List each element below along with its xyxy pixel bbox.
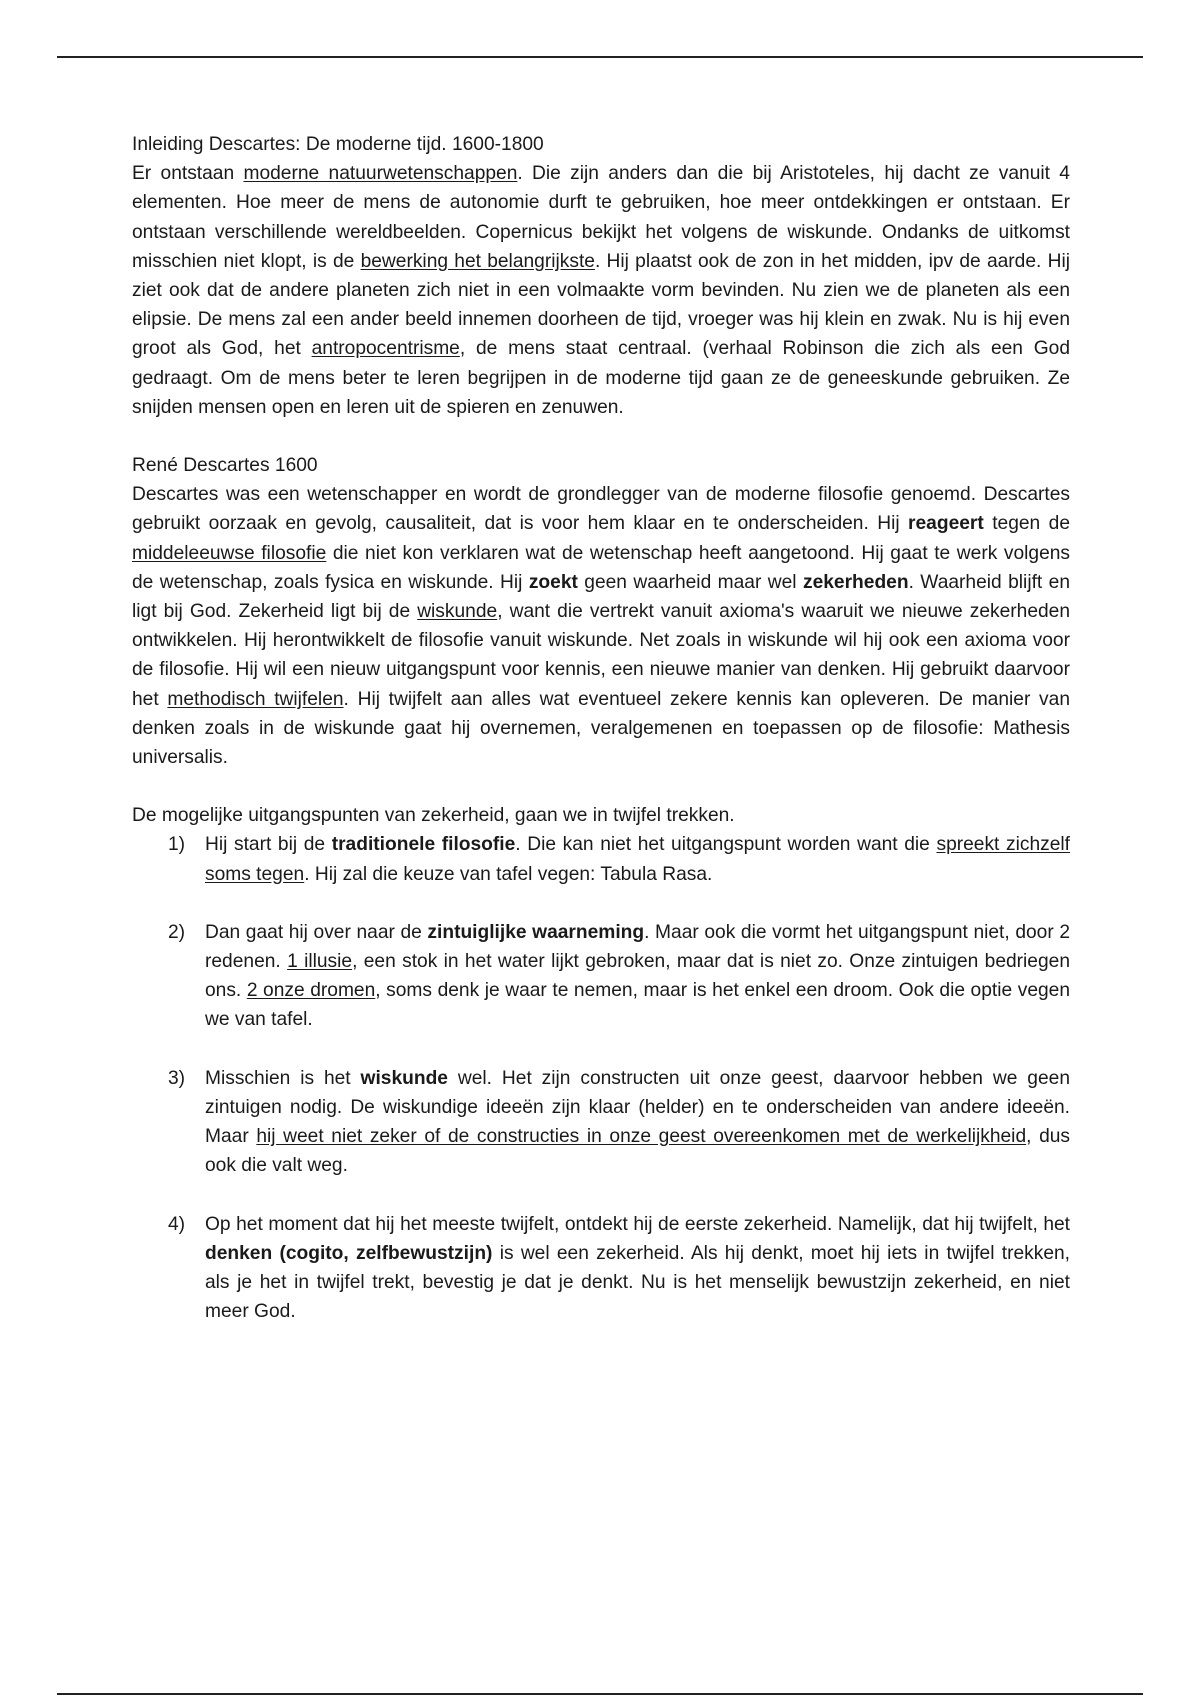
list-number: 4) <box>168 1213 186 1235</box>
bold-term: reageert <box>908 513 984 535</box>
doubt-intro: De mogelijke uitgangspunten van zekerheid, gaan we in twijfel trekken. <box>132 805 735 827</box>
underlined-term: spreekt zichzelf soms tegen <box>205 834 1070 885</box>
list-number: 2) <box>168 921 186 943</box>
bold-term: wiskunde <box>360 1067 448 1089</box>
underlined-term: 1 illusie <box>287 951 353 973</box>
header-rule <box>57 56 1143 58</box>
document-body <box>132 130 1070 1355</box>
underlined-term: antropocentrisme <box>311 338 460 360</box>
underlined-term: hij weet niet zeker of de constructies in onze geest overeenkomen met de werkelijkheid <box>256 1126 1027 1148</box>
list-item: 3) Misschien is het wiskunde wel. Het zijn constructen uit onze geest, daarvoor hebben we geen zintuigen nodig. De wiskundige ideeën zijn klaar (helder) en te onderscheiden van andere ideeën. Maar hij weet niet zeker of de constructies in onze geest overeenkomen met de werkelijkheid, dus ook die valt weg. <box>132 1064 1070 1181</box>
list-item: 4) Op het moment dat hij het meeste twijfelt, ontdekt hij de eerste zekerheid. Namelijk, dat hij twijfelt, het denken (cogito, zelfbewustzijn) is wel een zekerheid. Als hij denkt, moet hij iets in twijfel trekken, als je het in twijfel trekt, bevestig je dat je denkt. Nu is het menselijk bewustzijn zekerheid, en niet meer God. <box>132 1210 1070 1327</box>
descartes-title: René Descartes 1600 <box>132 455 318 477</box>
underlined-term: methodisch twijfelen <box>167 688 344 710</box>
underlined-term: middeleeuwse filosofie <box>132 542 327 564</box>
bold-term: zekerheden <box>802 571 909 593</box>
list-number: 1) <box>168 834 186 856</box>
bold-term: traditionele filosofie <box>331 834 516 856</box>
intro-paragraph: Er ontstaan moderne natuurwetenschappen. Die zijn anders dan die bij Aristoteles, hij dacht ze vanuit 4 elementen. Hoe meer de mens de autonomie durft te gebruiken, hoe meer ontdekkingen er ontstaan. Er ontstaan verschillende wereldbeelden. Copernicus bekijkt het volgens de wiskunde. Ondanks de uitkomst misschien niet klopt, is de bewerking het belangrijkste. Hij plaatst ook de zon in het midden, ipv de aarde. Hij ziet ook dat de andere planeten zich niet in een volmaakte vorm bevinden. Nu zien we de planeten als een elipsie. De mens zal een ander beeld innemen doorheen de tijd, vroeger was hij klein en zwak. Nu is hij even groot als God, het antropocentrisme, de mens staat centraal. (verhaal Robinson die zich als een God gedraagt. Om de mens beter te leren begrijpen in de moderne tijd gaan ze de geneeskunde gebruiken. Ze snijden mensen open en leren uit de spieren en zenuwen. <box>132 163 1070 418</box>
bold-term: zintuiglijke waarneming <box>427 921 645 943</box>
footer-rule <box>57 1693 1143 1695</box>
underlined-term: bewerking het belangrijkste <box>360 250 595 272</box>
underlined-term: wiskunde <box>417 601 498 623</box>
intro-title: Inleiding Descartes: De moderne tijd. 1600-1800 <box>132 134 544 155</box>
list-item: 2) Dan gaat hij over naar de zintuiglijke waarneming. Maar ook die vormt het uitgangspunt niet, door 2 redenen. 1 illusie, een stok in het water lijkt gebroken, maar dat is niet zo. Onze zintuigen bedriegen ons. 2 onze dromen, soms denk je waar te nemen, maar is het enkel een droom. Ook die optie vegen we van tafel. <box>132 918 1070 1035</box>
doubt-list <box>132 830 1070 1326</box>
bold-term: zoekt <box>528 571 578 593</box>
descartes-paragraph: Descartes was een wetenschapper en wordt de grondlegger van de moderne filosofie genoemd. Descartes gebruikt oorzaak en gevolg, causaliteit, dat is voor hem klaar en te onderscheiden. Hij reageert tegen de middeleeuwse filosofie die niet kon verklaren wat de wetenschap heeft aangetoond. Hij gaat te werk volgens de wetenschap, zoals fysica en wiskunde. Hij zoekt geen waarheid maar wel zekerheden. Waarheid blijft en ligt bij God. Zekerheid ligt bij de wiskunde, want die vertrekt vanuit axioma's waaruit we nieuwe zekerheden ontwikkelen. Hij herontwikkelt de filosofie vanuit wiskunde. Net zoals in wiskunde wil hij ook een axioma voor de filosofie. Hij wil een nieuw uitgangspunt voor kennis, een nieuwe manier van denken. Hij gebruikt daarvoor het methodisch twijfelen. Hij twijfelt aan alles wat eventueel zekere kennis kan opleveren. De manier van denken zoals in de wiskunde gaat hij overnemen, veralgemenen en toepassen op de filosofie: Mathesis universalis. <box>132 484 1071 769</box>
bold-term: denken (cogito, zelfbewustzijn) <box>205 1242 493 1264</box>
underlined-term: 2 onze dromen <box>246 980 376 1002</box>
list-number: 3) <box>168 1067 186 1089</box>
underlined-term: moderne natuurwetenschappen <box>243 163 518 185</box>
list-item: 1) Hij start bij de traditionele filosofie. Die kan niet het uitgangspunt worden want die spreekt zichzelf soms tegen. Hij zal die keuze van tafel vegen: Tabula Rasa. <box>132 830 1070 888</box>
